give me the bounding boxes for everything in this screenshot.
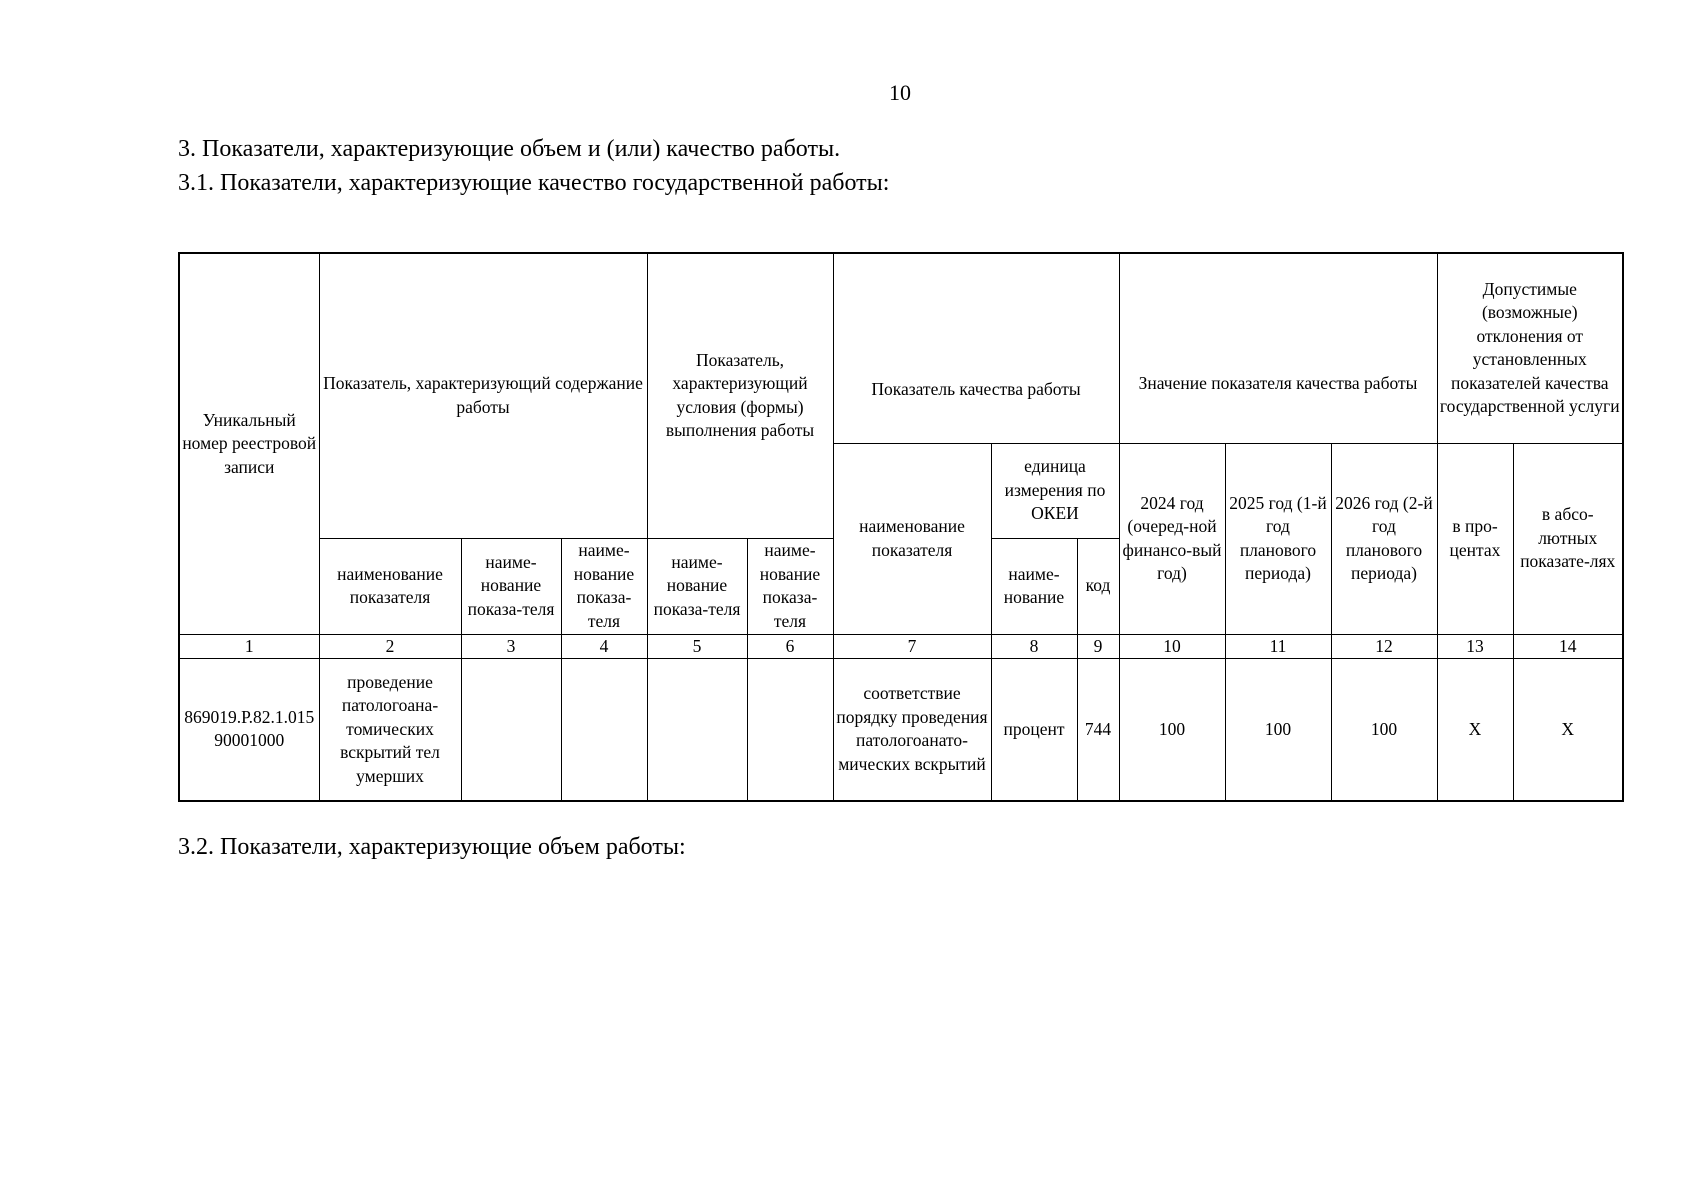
column-number: 7 (833, 634, 991, 659)
header-year-2024: 2024 год (очеред-ной финансо-вый год) (1119, 443, 1225, 634)
section-heading-3-2: 3.2. Показатели, характеризующие объем работы: (178, 834, 686, 860)
cell-deviation-absolute: Х (1513, 659, 1623, 801)
column-number: 2 (319, 634, 461, 659)
header-content-indicator: Показатель, характеризующий содержание работы (319, 253, 647, 538)
header-unique-number: Уникальный номер реестровой записи (179, 253, 319, 634)
cell-cond-1 (647, 659, 747, 801)
header-quality-value: Значение показателя качества работы (1119, 253, 1437, 443)
column-number: 3 (461, 634, 561, 659)
column-number: 1 (179, 634, 319, 659)
cell-indicator-name: соответствие порядку проведения патологоанато-мических вскрытий (833, 659, 991, 801)
quality-indicators-table (178, 252, 1624, 802)
header-unit-code: код (1077, 538, 1119, 634)
column-number: 12 (1331, 634, 1437, 659)
header-year-2026: 2026 год (2-й год планового периода) (1331, 443, 1437, 634)
column-number: 13 (1437, 634, 1513, 659)
table-row (179, 659, 1623, 801)
section-heading-3-1: 3.1. Показатели, характеризующие качество государственной работы: (178, 170, 890, 196)
header-in-absolute: в абсо-лютных показате-лях (1513, 443, 1623, 634)
column-number: 6 (747, 634, 833, 659)
header-year-2025: 2025 год (1-й год планового периода) (1225, 443, 1331, 634)
header-content-col-3: наиме-нование показа-теля (561, 538, 647, 634)
cell-value-2026: 100 (1331, 659, 1437, 801)
header-cond-col-1: наиме-нование показа-теля (647, 538, 747, 634)
column-number: 5 (647, 634, 747, 659)
header-unit: единица измерения по ОКЕИ (991, 443, 1119, 538)
cell-content-3 (561, 659, 647, 801)
header-unit-name: наиме-нование (991, 538, 1077, 634)
header-content-col-1: наименование показателя (319, 538, 461, 634)
cell-content-1: проведение патологоана-томических вскрытий тел умерших (319, 659, 461, 801)
column-number: 4 (561, 634, 647, 659)
column-number: 11 (1225, 634, 1331, 659)
cell-unit-code: 744 (1077, 659, 1119, 801)
header-content-col-2: наиме-нование показа-теля (461, 538, 561, 634)
header-in-percent: в про-центах (1437, 443, 1513, 634)
cell-content-2 (461, 659, 561, 801)
column-number: 8 (991, 634, 1077, 659)
column-numbers-row (179, 634, 1623, 659)
column-number: 9 (1077, 634, 1119, 659)
cell-unique-number: 869019.Р.82.1.01590001000 (179, 659, 319, 801)
header-cond-col-2: наиме-нование показа-теля (747, 538, 833, 634)
cell-value-2025: 100 (1225, 659, 1331, 801)
header-quality-indicator: Показатель качества работы (833, 253, 1119, 443)
cell-unit-name: процент (991, 659, 1077, 801)
cell-deviation-percent: Х (1437, 659, 1513, 801)
column-number: 10 (1119, 634, 1225, 659)
header-conditions-indicator: Показатель, характеризующий условия (формы) выполнения работы (647, 253, 833, 538)
header-deviations: Допустимые (возможные) отклонения от установленных показателей качества государственной услуги (1437, 253, 1623, 443)
section-heading-3: 3. Показатели, характеризующие объем и (или) качество работы. (178, 136, 841, 162)
page-number: 10 (889, 80, 911, 105)
column-number: 14 (1513, 634, 1623, 659)
header-indicator-name: наименование показателя (833, 443, 991, 634)
cell-cond-2 (747, 659, 833, 801)
cell-value-2024: 100 (1119, 659, 1225, 801)
